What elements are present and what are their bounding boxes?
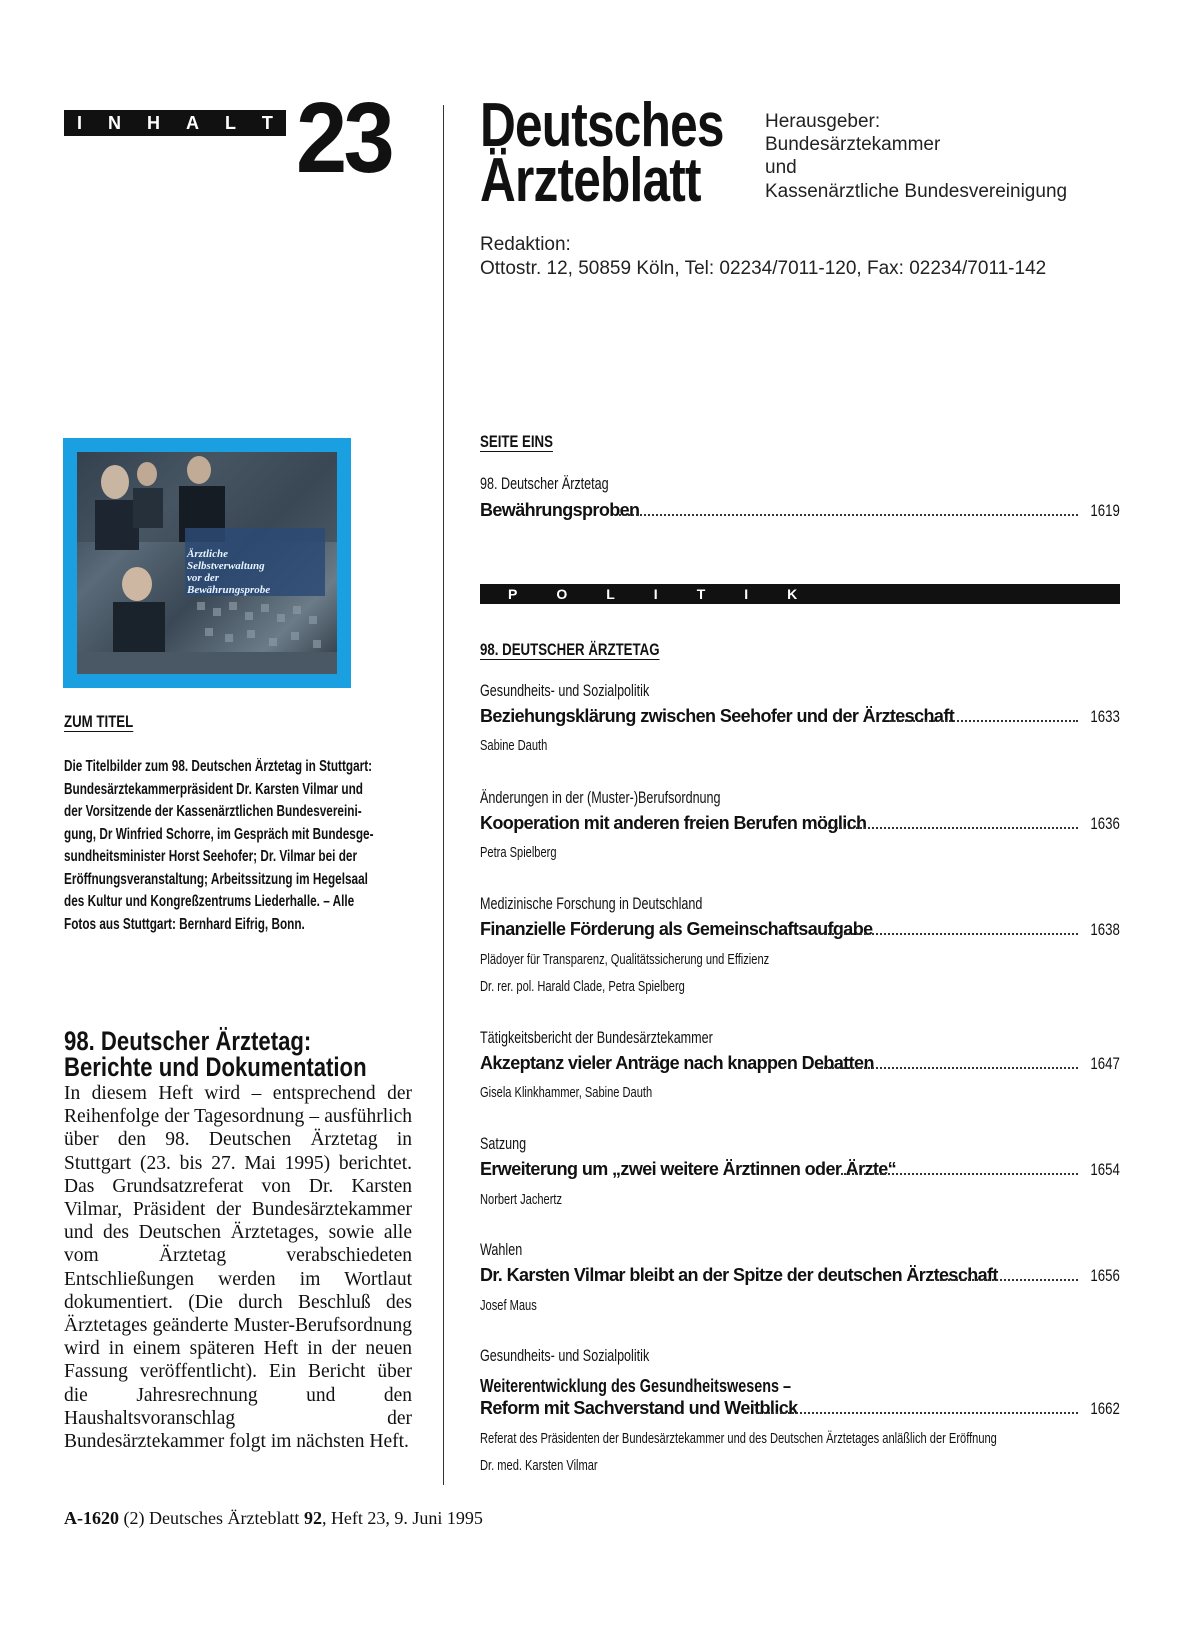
toc-kicker: Gesundheits- und Sozialpolitik: [480, 1346, 650, 1365]
cover-overlay-text: [187, 548, 327, 596]
feature-title: [64, 1028, 490, 1080]
cover-text-line: vor der: [187, 572, 220, 584]
toc-kicker: Medizinische Forschung in Deutschland: [480, 894, 703, 913]
toc-entry[interactable]: [480, 1398, 1120, 1419]
toc-entry-title: Kooperation mit anderen freien Berufen möglich: [480, 813, 867, 833]
toc-entry-title: Erweiterung um „zwei weitere Ärztinnen oder Ärzte“: [480, 1159, 897, 1179]
section-letter: H: [146, 112, 160, 133]
toc-authors: Gisela Klinkhammer, Sabine Dauth: [480, 1084, 653, 1101]
toc-entry[interactable]: [480, 919, 1120, 940]
cover-text-line: Selbstverwaltung: [187, 560, 265, 572]
section-label-bar: [64, 110, 286, 136]
column-divider: [443, 105, 444, 1485]
toc-leader-dots: [841, 1173, 1078, 1175]
toc-entry-title: Akzeptanz vieler Anträge nach knappen Debatten: [480, 1053, 874, 1073]
feature-body: In diesem Heft wird – entsprechend der Reihenfolge der Tagesordnung – ausführlich über den 98. Deutschen Ärztetag in Stuttgart (23. bis 27. Mai 1995) berichtet. Das Grundsatzreferat von Dr. Karsten Vilmar, Präsident der Bundesärztekammer und des Deutschen Ärztetages, sowie alle vom Ärztetag verabschiedeten Entschließungen werden im Wortlaut dokumentiert. (Die durch Beschluß des Ärztetages geänderte Muster-Berufsordnung wird in einem späteren Heft in der neuen Fassung veröffentlicht). Ein Bericht über die Jahresrechnung und den Haushaltsvoranschlag der Bundesärztekammer folgt im nächsten Heft.: [64, 1083, 412, 1453]
footer-issue: , Heft 23, 9. Juni 1995: [321, 1508, 483, 1528]
toc-leader-dots: [619, 514, 1078, 516]
zum-titel-heading: ZUM TITEL: [64, 712, 134, 731]
toc-kicker: Änderungen in der (Muster-)Berufsordnung: [480, 788, 721, 807]
masthead-line-2: Ärzteblatt: [480, 146, 701, 215]
caption-line: sundheitsminister Horst Seehofer; Dr. Vilmar bei der: [64, 848, 358, 865]
masthead-line-1: Deutsches: [480, 91, 724, 160]
section-letter: T: [261, 112, 273, 133]
toc-subtitle: Plädoyer für Transparenz, Qualitätssicherung und Effizienz: [480, 951, 770, 968]
toc-authors: Josef Maus: [480, 1297, 537, 1314]
toc-entry-title: Dr. Karsten Vilmar bleibt an der Spitze der deutschen Ärzteschaft: [480, 1265, 998, 1285]
section-letter: T: [696, 586, 706, 602]
zum-titel-caption: [64, 756, 421, 936]
caption-line: Fotos aus Stuttgart: Bernhard Eifrig, Bonn.: [64, 915, 305, 933]
toc-subtitle: Referat des Präsidenten der Bundesärztekammer und des Deutschen Ärztetages anläßlich der Eröffnung: [480, 1430, 997, 1447]
toc-kicker: Wahlen: [480, 1240, 523, 1259]
toc-leader-dots: [815, 827, 1078, 829]
redaktion-label: Redaktion:: [480, 234, 571, 255]
page-footer: [64, 1508, 483, 1529]
toc-entry[interactable]: [480, 1159, 1120, 1180]
publisher-line: und: [765, 157, 797, 178]
toc-authors: Petra Spielberg: [480, 844, 557, 861]
toc-authors: Dr. rer. pol. Harald Clade, Petra Spielberg: [480, 978, 685, 995]
caption-line: der Vorsitzende der Kassenärztlichen Bundesvereini-: [64, 803, 362, 820]
toc-page-number: 1619: [1090, 501, 1120, 520]
seite-eins-heading: SEITE EINS: [480, 432, 553, 451]
cover-text-line: Ärztliche: [187, 548, 228, 560]
toc-entry-title: Reform mit Sachverstand und Weitblick: [480, 1398, 798, 1418]
caption-line: Bundesärztekammerpräsident Dr. Karsten Vilmar und: [64, 780, 363, 798]
toc-kicker: 98. Deutscher Ärztetag: [480, 474, 609, 493]
toc-entry-title: Beziehungsklärung zwischen Seehofer und der Ärzteschaft: [480, 706, 955, 726]
section-letter: I: [744, 586, 749, 602]
section-letter: K: [787, 586, 798, 602]
toc-leader-dots: [929, 1279, 1078, 1281]
publisher-line: Kassenärztliche Bundesvereinigung: [765, 181, 1068, 202]
footer-journal: (2) Deutsches Ärzteblatt: [123, 1508, 300, 1528]
toc-entry[interactable]: [480, 1265, 1120, 1286]
toc-page-number: 1662: [1090, 1399, 1120, 1418]
section-letter: L: [224, 112, 236, 133]
toc-entry[interactable]: [480, 706, 1120, 727]
toc-entry-title: Bewährungsproben: [480, 500, 640, 520]
feature-title-line: Berichte und Dokumentation: [64, 1052, 367, 1082]
toc-kicker: Tätigkeitsbericht der Bundesärztekammer: [480, 1028, 713, 1047]
caption-line: Eröffnungsveranstaltung; Arbeitssitzung im Hegelsaal: [64, 870, 368, 888]
toc-entry[interactable]: [480, 500, 1120, 521]
toc-entry[interactable]: [480, 1053, 1120, 1074]
caption-line: gung, Dr Winfried Schorre, im Gespräch mit Bundesge-: [64, 825, 374, 843]
section-letter: N: [107, 112, 121, 133]
cover-text-line: Bewährungsprobe: [187, 584, 271, 596]
feature-title-line: 98. Deutscher Ärztetag:: [64, 1026, 312, 1056]
section-letter: I: [76, 112, 82, 133]
toc-page-number: 1638: [1090, 920, 1120, 939]
section-letter: P: [508, 586, 518, 602]
toc-kicker: Satzung: [480, 1134, 527, 1153]
toc-entry-title-line1: Weiterentwicklung des Gesundheitswesens –: [480, 1376, 792, 1396]
publisher-line: Herausgeber:: [765, 111, 881, 132]
politik-section-bar: [480, 584, 1120, 604]
section-letter: A: [185, 112, 199, 133]
toc-leader-dots: [821, 1067, 1078, 1069]
toc-page-number: 1636: [1090, 814, 1120, 833]
toc-leader-dots: [756, 1412, 1078, 1414]
toc-entry[interactable]: [480, 813, 1120, 834]
toc-page-number: 1647: [1090, 1054, 1120, 1073]
toc-kicker: Gesundheits- und Sozialpolitik: [480, 681, 650, 700]
section-letter: I: [653, 586, 658, 602]
subsection-heading: 98. DEUTSCHER ÄRZTETAG: [480, 640, 660, 659]
cover-photo-collage: [77, 452, 337, 674]
cover-image: [63, 438, 351, 688]
toc-leader-dots: [890, 720, 1078, 722]
section-letter: O: [556, 586, 568, 602]
toc-page-number: 1633: [1090, 707, 1120, 726]
toc-page-number: 1656: [1090, 1266, 1120, 1285]
footer-volume: 92: [303, 1508, 322, 1528]
caption-line: des Kultur und Kongreßzentrums Liederhalle. – Alle: [64, 893, 355, 910]
section-letter: L: [606, 586, 615, 602]
toc-authors: Sabine Dauth: [480, 737, 548, 754]
toc-authors: Dr. med. Karsten Vilmar: [480, 1457, 598, 1474]
toc-entry-title: Finanzielle Förderung als Gemeinschaftsaufgabe: [480, 919, 873, 939]
toc-leader-dots: [820, 933, 1078, 935]
footer-page-number: A-1620: [64, 1508, 119, 1528]
publisher-line: Bundesärztekammer: [765, 134, 941, 155]
redaktion-address: Ottostr. 12, 50859 Köln, Tel: 02234/7011-120, Fax: 02234/7011-142: [480, 258, 1047, 279]
caption-line: Die Titelbilder zum 98. Deutschen Ärztetag in Stuttgart:: [64, 758, 373, 775]
toc-authors: Norbert Jachertz: [480, 1191, 563, 1208]
issue-number: 23: [296, 82, 391, 194]
toc-page-number: 1654: [1090, 1160, 1120, 1179]
